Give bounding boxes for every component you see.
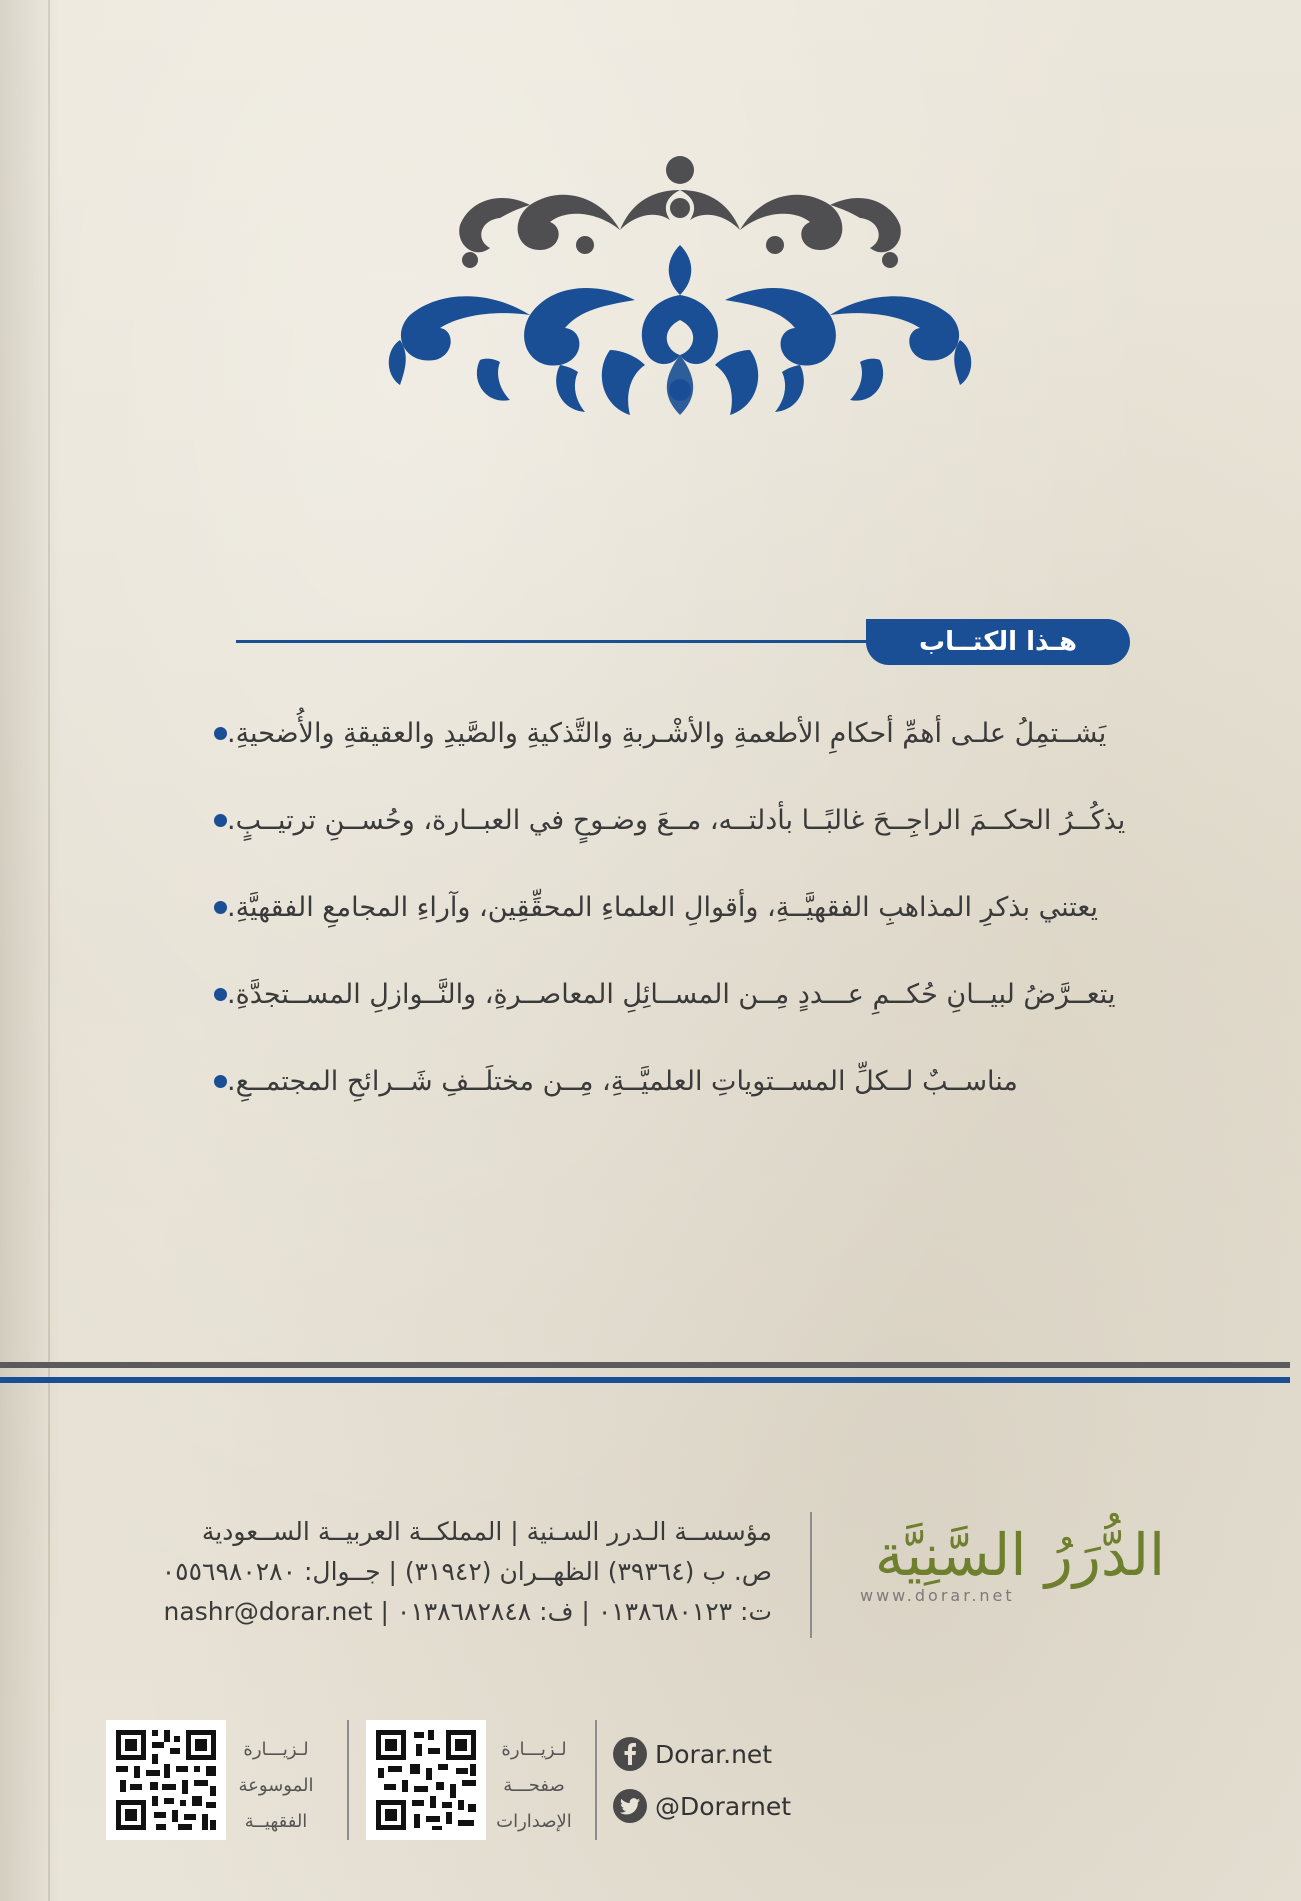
- spine-crease: [48, 0, 50, 1901]
- publisher-logo: [850, 1520, 1190, 1630]
- qr-label-line: الإصدارات: [496, 1811, 572, 1832]
- list-item-text: يعتني بذكرِ المذاهبِ الفقهيَّــةِ، وأقوالِ العلماءِ المحقِّقِين، وآراءِ المجامعِ الفقهيَّةِ.: [227, 892, 1098, 923]
- qr-label-line: لـزيـــارة: [501, 1739, 567, 1760]
- list-item: [200, 1038, 1110, 1125]
- bullet-icon: [214, 814, 227, 827]
- spine-shadow: [0, 0, 60, 1901]
- qr-label-encyclopedia: [226, 1732, 326, 1840]
- list-item: [200, 777, 1126, 864]
- bullet-icon: [214, 1075, 227, 1088]
- contact-pobox: ص. ب (٣٩٣٦٤) الظهــران (٣١٩٤٢) | جــوال: ٠٥٥٦٩٨٠٢٨٠: [161, 1557, 772, 1586]
- contact-address: مؤسســة الـدرر السـنية | المملكــة العربيــة الســعودية: [201, 1517, 772, 1546]
- qr-label-line: لـزيـــارة: [243, 1739, 309, 1760]
- logo-url: www.dorar.net: [860, 1586, 1015, 1605]
- list-item-text: يَشــتمِلُ علـى أهمِّ أحكامِ الأطعمةِ والأشْـربةِ والتَّذكيةِ والصَّيدِ والعقيقةِ والأُضحيةِ.: [227, 718, 1107, 749]
- qr-code-encyclopedia[interactable]: [106, 1720, 226, 1840]
- bullet-icon: [214, 901, 227, 914]
- qr-icon: [106, 1720, 226, 1840]
- facebook-handle: Dorar.net: [655, 1739, 773, 1769]
- bullet-icon: [214, 988, 227, 1001]
- qr-label-line: صفحـــة: [503, 1775, 565, 1796]
- section-heading: [0, 615, 1301, 675]
- ornament-icon: [380, 150, 980, 430]
- twitter-handle: @Dorarnet: [655, 1791, 792, 1821]
- qr-label-line: الفقهيــة: [244, 1811, 308, 1832]
- bullet-icon: [214, 727, 227, 740]
- list-item-text: مناســبٌ لــكلِّ المســتوياتِ العلميَّــةِ، مِــن مختلَــفِ شَــرائحِ المجتمــعِ.: [227, 1066, 1018, 1097]
- qr-label-releases: [484, 1732, 584, 1840]
- qr-label-line: الموسوعة: [238, 1775, 314, 1796]
- logo-text: الدُّرَرُ السَّنِيَّة: [874, 1521, 1166, 1589]
- list-item: [200, 951, 1116, 1038]
- social-links: [613, 1728, 791, 1832]
- divider-blue: [0, 1377, 1290, 1383]
- twitter-icon: [613, 1789, 647, 1823]
- divider-grey: [0, 1362, 1290, 1368]
- heading-rule: [236, 640, 876, 643]
- contact-phones: ت: ٠١٣٨٦٨٠١٢٣ | ف: ٠١٣٨٦٨٢٨٤٨ | nashr@dorar.net: [163, 1597, 772, 1626]
- facebook-link[interactable]: [613, 1728, 791, 1780]
- list-item-text: يتعــرَّضُ لبيــانِ حُكــمِ عـــددٍ مِــن المســائِلِ المعاصــرةِ، والنَّــوازلِ المســتجدَّةِ.: [227, 979, 1116, 1010]
- separator: [347, 1720, 349, 1840]
- contact-block: [100, 1512, 772, 1632]
- qr-code-releases[interactable]: [366, 1720, 486, 1840]
- list-item-text: يذكُــرُ الحكــمَ الراجِــحَ غالبًــا بأدلتــه، مــعَ وضـوحٍ في العبــارة، وحُســنِ ترتيــبٍ.: [227, 805, 1126, 836]
- separator: [810, 1512, 812, 1638]
- list-item: [200, 864, 1110, 951]
- feature-list: [200, 690, 1126, 1125]
- list-item: [200, 690, 1110, 777]
- section-title: هـذا الكتــاب: [866, 619, 1130, 665]
- facebook-icon: [613, 1737, 647, 1771]
- separator: [595, 1720, 597, 1840]
- qr-icon: [366, 1720, 486, 1840]
- twitter-link[interactable]: [613, 1780, 791, 1832]
